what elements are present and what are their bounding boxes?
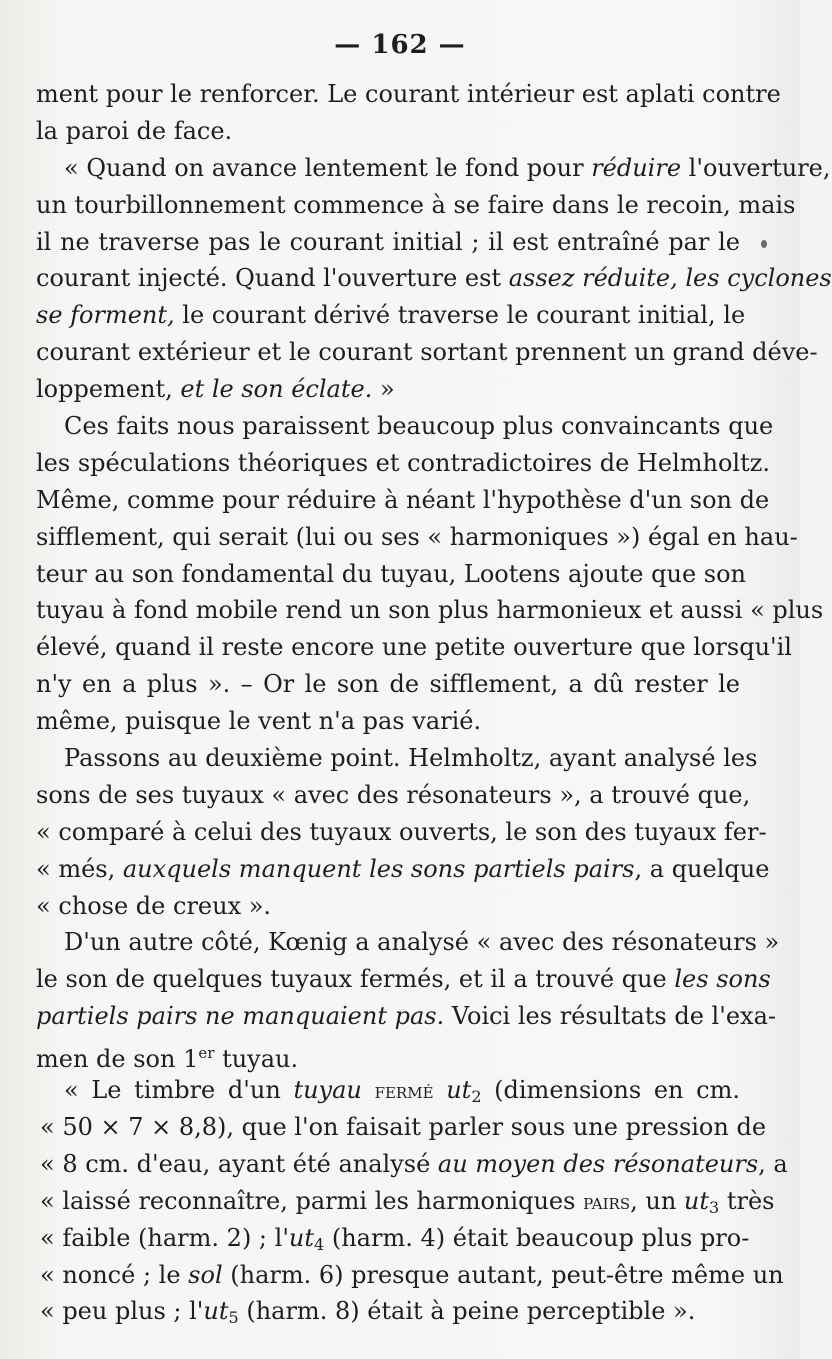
text-line: « comparé à celui des tuyaux ouverts, le son des tuyaux fer- <box>36 817 767 846</box>
text-line: « Quand on avance lentement le fond pour réduire l'ouverture, <box>64 153 831 182</box>
text-line: « chose de creux ». <box>36 891 272 920</box>
text-line: les spéculations théoriques et contradictoires de Helmholtz. <box>36 448 771 477</box>
text-line: « 8 cm. d'eau, ayant été analysé au moyen des résonateurs, a <box>40 1149 788 1178</box>
text-line: « 50 × 7 × 8,8), que l'on faisait parler sous une pression de <box>40 1112 767 1141</box>
text-line: se forment, le courant dérivé traverse le courant initial, le <box>36 301 746 330</box>
text-line: il ne traverse pas le courant initial ; il est entraîné par le <box>36 227 740 256</box>
margin-spot <box>761 240 767 248</box>
text-line: n'y en a plus ». – Or le son de sifflement, a dû rester le <box>36 670 740 699</box>
text-line: élevé, quand il reste encore une petite ouverture que lorsqu'il <box>36 633 792 662</box>
text-line: teur au son fondamental du tuyau, Lootens ajoute que son <box>36 559 747 588</box>
text-line: Même, comme pour réduire à néant l'hypothèse d'un son de <box>36 485 770 514</box>
text-line: courant injecté. Quand l'ouverture est assez réduite, les cyclones <box>36 264 832 293</box>
text-line: « noncé ; le sol (harm. 6) presque autant, peut-être même un <box>40 1260 784 1289</box>
page-number: — 162 — <box>334 30 466 60</box>
text-line: partiels pairs ne manquaient pas. Voici les résultats de l'exa- <box>36 1002 776 1031</box>
text-line: tuyau à fond mobile rend un son plus harmonieux et aussi « plus <box>36 596 824 625</box>
text-line: « faible (harm. 2) ; $l'ut_4$ (harm. 4) était beaucoup plus pro- <box>40 1223 750 1254</box>
text-line: sifflement, qui serait (lui ou ses « harmoniques ») égal en hau- <box>36 522 798 551</box>
text-line: « laissé reconnaître, parmi les harmoniques pairs, un $ut_3$ très <box>40 1186 775 1217</box>
text-line: « Le timbre d'un tuyau fermé $ut_2$ (dimensions en cm. <box>64 1076 740 1107</box>
body-text <box>36 76 832 1330</box>
text-line: loppement, et le son éclate. » <box>36 375 395 404</box>
text-line: men de son 1er tuyau. <box>36 1044 299 1074</box>
text-line: courant extérieur et le courant sortant prennent un grand déve- <box>36 338 818 367</box>
text-line: le son de quelques tuyaux fermés, et il a trouvé que les sons <box>36 965 771 994</box>
text-line: la paroi de face. <box>36 116 233 145</box>
text-line: ment pour le renforcer. Le courant intérieur est aplati contre <box>36 80 781 108</box>
text-line: même, puisque le vent n'a pas varié. <box>36 707 482 736</box>
text-line: D'un autre côté, Kœnig a analysé « avec des résonateurs » <box>64 928 780 957</box>
text-line: sons de ses tuyaux « avec des résonateurs », a trouvé que, <box>36 780 751 809</box>
text-line: « més, auxquels manquent les sons partiels pairs, a quelque <box>36 854 770 883</box>
text-line: Ces faits nous paraissent beaucoup plus convaincants que <box>64 412 774 441</box>
text-line: « peu plus ; $l'ut_5$ (harm. 8) était à peine perceptible ». <box>40 1297 696 1328</box>
text-line: Passons au deuxième point. Helmholtz, ayant analysé les <box>64 744 758 773</box>
text-line: un tourbillonnement commence à se faire dans le recoin, mais <box>36 190 796 219</box>
